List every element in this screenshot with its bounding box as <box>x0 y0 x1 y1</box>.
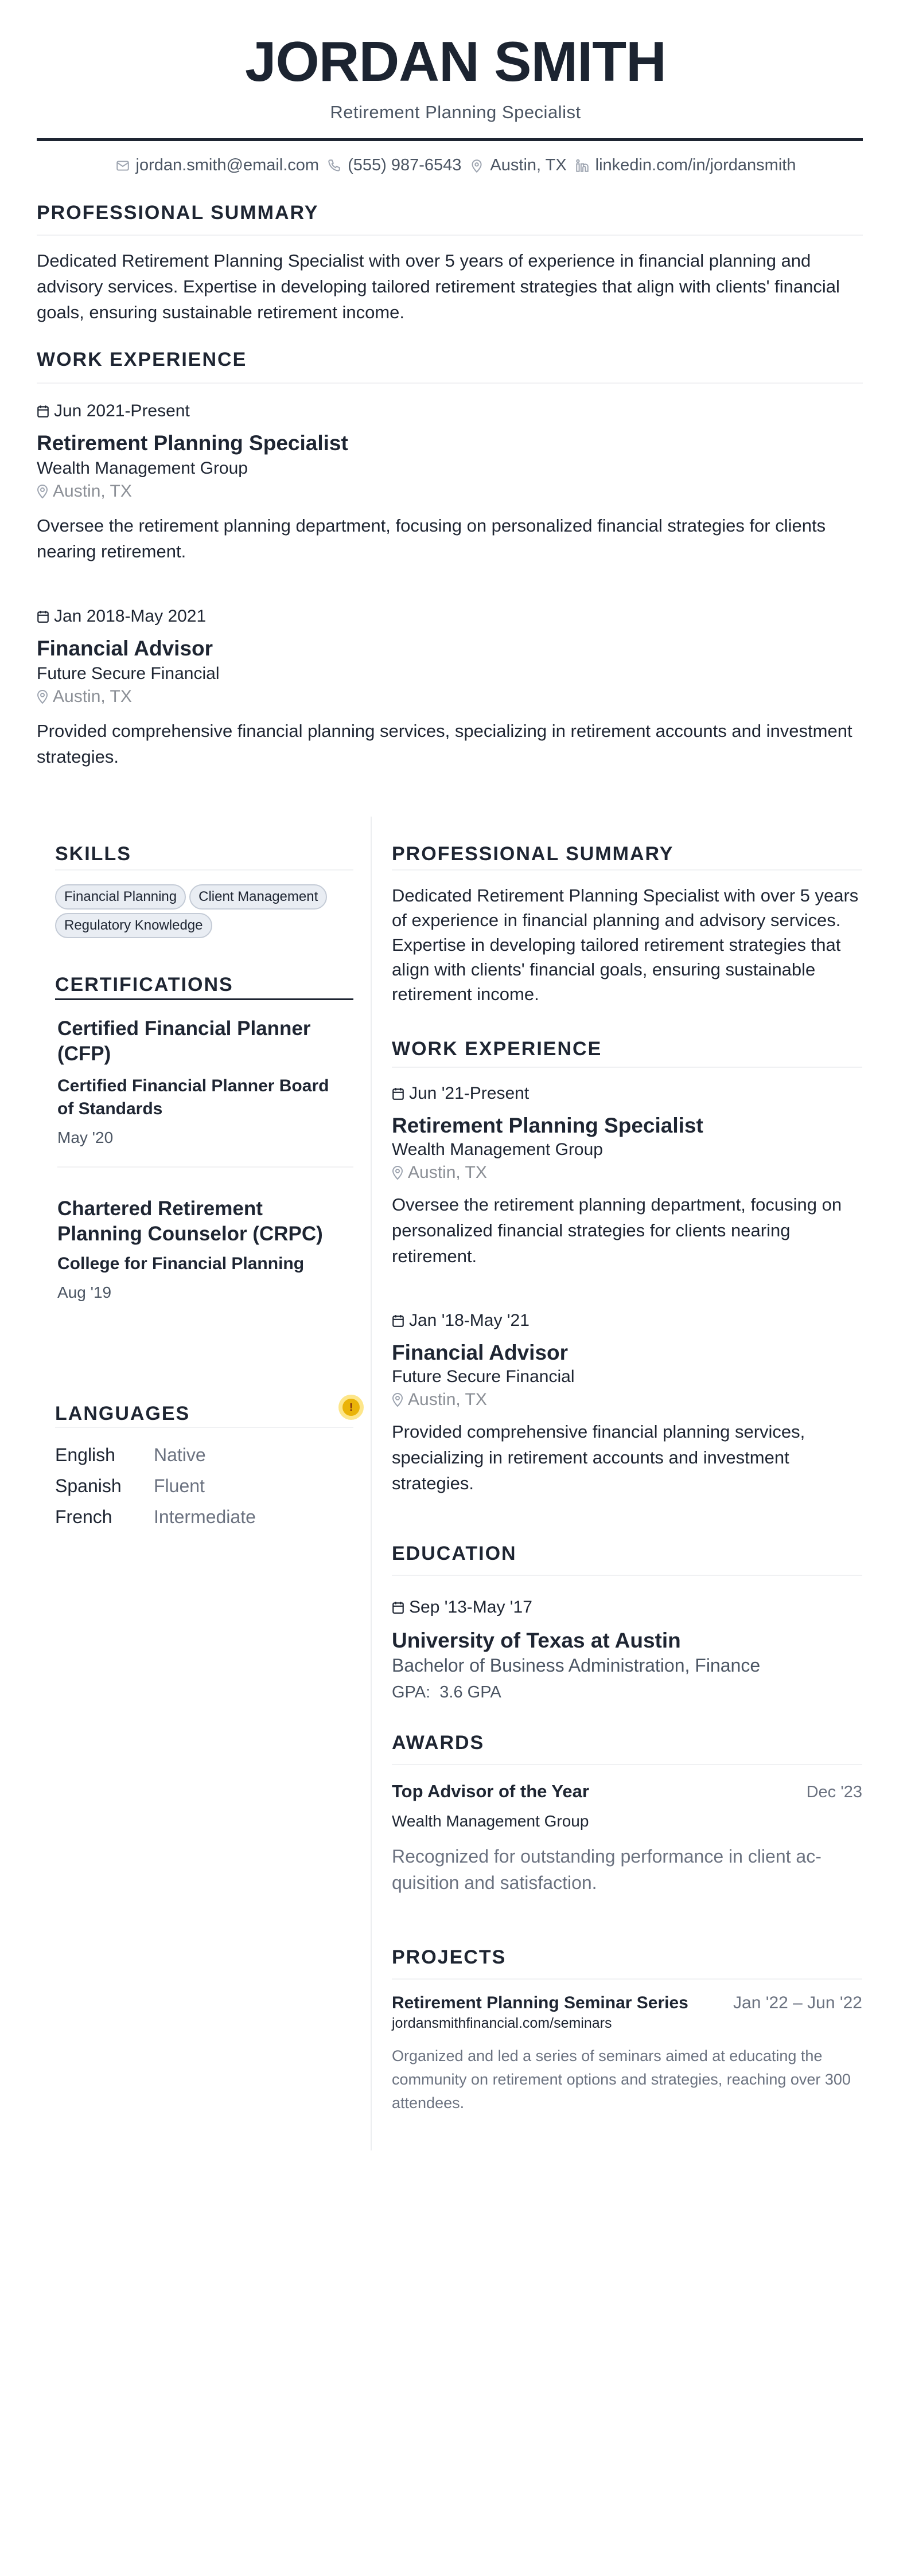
certification-item <box>57 1196 344 1302</box>
award-date: Dec '23 <box>806 1783 862 1801</box>
candidate-title: Retirement Planning Specialist <box>330 102 581 122</box>
language-row: French Intermediate <box>55 1506 256 1527</box>
mail-icon <box>115 158 130 173</box>
skills-list <box>55 884 359 942</box>
contact-linkedin[interactable] <box>575 156 796 175</box>
section-heading-summary: PROFESSIONAL SUMMARY <box>37 202 319 224</box>
job-title: Financial Advisor <box>392 1341 569 1364</box>
certification-item <box>57 1016 344 1147</box>
map-pin-icon <box>392 1392 403 1407</box>
award-description: Recognized for outstanding performance in client acquisition and satisfaction. <box>392 1846 822 1893</box>
candidate-name: JORDAN SMITH <box>245 30 666 93</box>
job-location: Austin, TX <box>392 1163 862 1182</box>
job-dates: Jun 2021-Present <box>37 401 863 421</box>
phone-text: (555) 987-6543 <box>348 156 462 174</box>
skill-chip: Financial Planning <box>55 884 186 910</box>
warning-badge[interactable] <box>338 1395 364 1420</box>
project-title: Retirement Planning Seminar Series <box>392 1993 688 2012</box>
cert-issuer: College for Financial Planning <box>57 1254 305 1273</box>
cert-date: May '20 <box>57 1129 114 1146</box>
languages-list <box>55 1439 353 1532</box>
job-description: Oversee the retirement planning department, focusing on personalized financial strategies for clients nearing retirement. <box>37 516 826 561</box>
job-location: Austin, TX <box>37 687 863 707</box>
section-heading-languages: LANGUAGES <box>55 1403 190 1424</box>
section-heading-skills: SKILLS <box>55 843 131 865</box>
linkedin-icon <box>575 158 590 173</box>
contact-location <box>469 156 566 175</box>
section-rule <box>392 869 862 871</box>
calendar-icon <box>37 610 49 623</box>
job-description: Provided comprehensive financial planning services, specializing in retirement accounts and investment strategies. <box>37 721 852 767</box>
job-dates: Jan 2018-May 2021 <box>37 607 863 626</box>
job-entry <box>37 607 863 770</box>
map-pin-icon <box>392 1165 403 1180</box>
gpa-label: GPA: <box>392 1683 431 1701</box>
job-description: Provided comprehensive financial planning services, specializing in retirement accounts and investment strategies. <box>392 1422 805 1493</box>
cert-issuer: Certified Financial Planner Board of Standards <box>57 1076 329 1118</box>
language-row: English Native <box>55 1445 206 1465</box>
section-heading-experience: WORK EXPERIENCE <box>392 1038 602 1060</box>
award-title: Top Advisor of the Year <box>392 1781 589 1801</box>
project-description: Organized and led a series of seminars aimed at educating the community on retirement options and strategies, reaching over 300 attendees. <box>392 2047 851 2111</box>
contact-phone[interactable] <box>327 156 461 175</box>
summary-text: Dedicated Retirement Planning Specialist with over 5 years of experience in financial planning and advisory services. Expertise in developing tailored retirement strategies that align with clients' financial goals, ensuring sustainable retirement income. <box>37 251 840 322</box>
job-title: Financial Advisor <box>37 637 213 660</box>
section-heading-awards: AWARDS <box>392 1732 485 1754</box>
section-rule <box>37 383 863 384</box>
job-location: Austin, TX <box>37 482 863 501</box>
section-heading-summary: PROFESSIONAL SUMMARY <box>392 843 674 865</box>
job-location: Austin, TX <box>392 1390 862 1410</box>
section-heading-education: EDUCATION <box>392 1543 517 1564</box>
project-url[interactable]: jordansmithfinancial.com/seminars <box>392 2015 612 2031</box>
cert-divider <box>57 1166 353 1168</box>
location-text: Austin, TX <box>490 156 567 174</box>
job-company: Future Secure Financial <box>37 664 220 683</box>
gpa-row <box>392 1683 862 1702</box>
phone-icon <box>327 158 342 173</box>
summary-text: Dedicated Retirement Planning Specialist with over 5 years of experience in financial planning and advisory services. Expertise in developing tailored retirement strategies that align with clients' financial goals, ensuring sustainable retirement income. <box>392 885 859 1004</box>
section-heading-certifications: CERTIFICATIONS <box>55 974 233 996</box>
job-dates: Jun '21-Present <box>392 1084 862 1103</box>
gpa-value: 3.6 GPA <box>439 1683 501 1701</box>
section-rule <box>392 1067 862 1068</box>
job-title: Retirement Planning Specialist <box>392 1114 703 1137</box>
header-divider <box>37 138 863 141</box>
section-rule-dark <box>55 998 353 1000</box>
section-heading-projects: PROJECTS <box>392 1946 507 1968</box>
job-company: Wealth Management Group <box>37 459 248 478</box>
section-rule <box>392 1764 862 1765</box>
map-pin-icon <box>37 689 48 704</box>
school-name: University of Texas at Austin <box>392 1629 681 1652</box>
skill-chip: Client Management <box>189 884 327 910</box>
contact-bar <box>0 156 911 175</box>
cert-name: Chartered Retirement Planning Counselor (CRPC) <box>57 1197 323 1245</box>
section-heading-experience: WORK EXPERIENCE <box>37 349 247 370</box>
calendar-icon <box>392 1087 404 1100</box>
award-entry <box>392 1781 862 1896</box>
calendar-icon <box>392 1601 404 1614</box>
job-company: Wealth Management Group <box>392 1140 603 1159</box>
job-title: Retirement Planning Specialist <box>37 431 348 455</box>
email-text: jordan.smith@email.com <box>135 156 320 174</box>
job-description: Oversee the retirement planning department, focusing on personalized financial strategies for clients nearing retirement. <box>392 1195 842 1266</box>
project-dates: Jan '22 – Jun '22 <box>733 1993 862 2012</box>
job-entry <box>37 401 863 564</box>
section-rule <box>392 1978 862 1980</box>
education-dates: Sep '13-May '17 <box>392 1598 862 1617</box>
section-rule <box>55 1427 353 1428</box>
linkedin-text: linkedin.com/in/jordansmith <box>595 156 796 174</box>
warning-icon: ! <box>342 1399 360 1416</box>
skill-chip: Regulatory Knowledge <box>55 913 212 938</box>
cert-date: Aug '19 <box>57 1283 112 1301</box>
map-pin-icon <box>469 158 484 173</box>
section-rule <box>392 1575 862 1576</box>
map-pin-icon <box>37 484 48 499</box>
degree: Bachelor of Business Administration, Finance <box>392 1655 761 1676</box>
language-row: Spanish Fluent <box>55 1476 205 1496</box>
calendar-icon <box>392 1314 404 1328</box>
award-issuer: Wealth Management Group <box>392 1812 589 1830</box>
cert-name: Certified Financial Planner (CFP) <box>57 1017 311 1065</box>
project-entry <box>392 1993 862 2115</box>
job-entry <box>392 1084 862 1269</box>
section-rule <box>37 235 863 236</box>
education-entry <box>392 1598 862 1702</box>
job-company: Future Secure Financial <box>392 1367 575 1386</box>
calendar-icon <box>37 404 49 418</box>
contact-email[interactable] <box>115 156 320 175</box>
section-rule <box>55 869 353 871</box>
job-entry <box>392 1311 862 1496</box>
column-divider <box>371 817 372 2150</box>
job-dates: Jan '18-May '21 <box>392 1311 862 1330</box>
